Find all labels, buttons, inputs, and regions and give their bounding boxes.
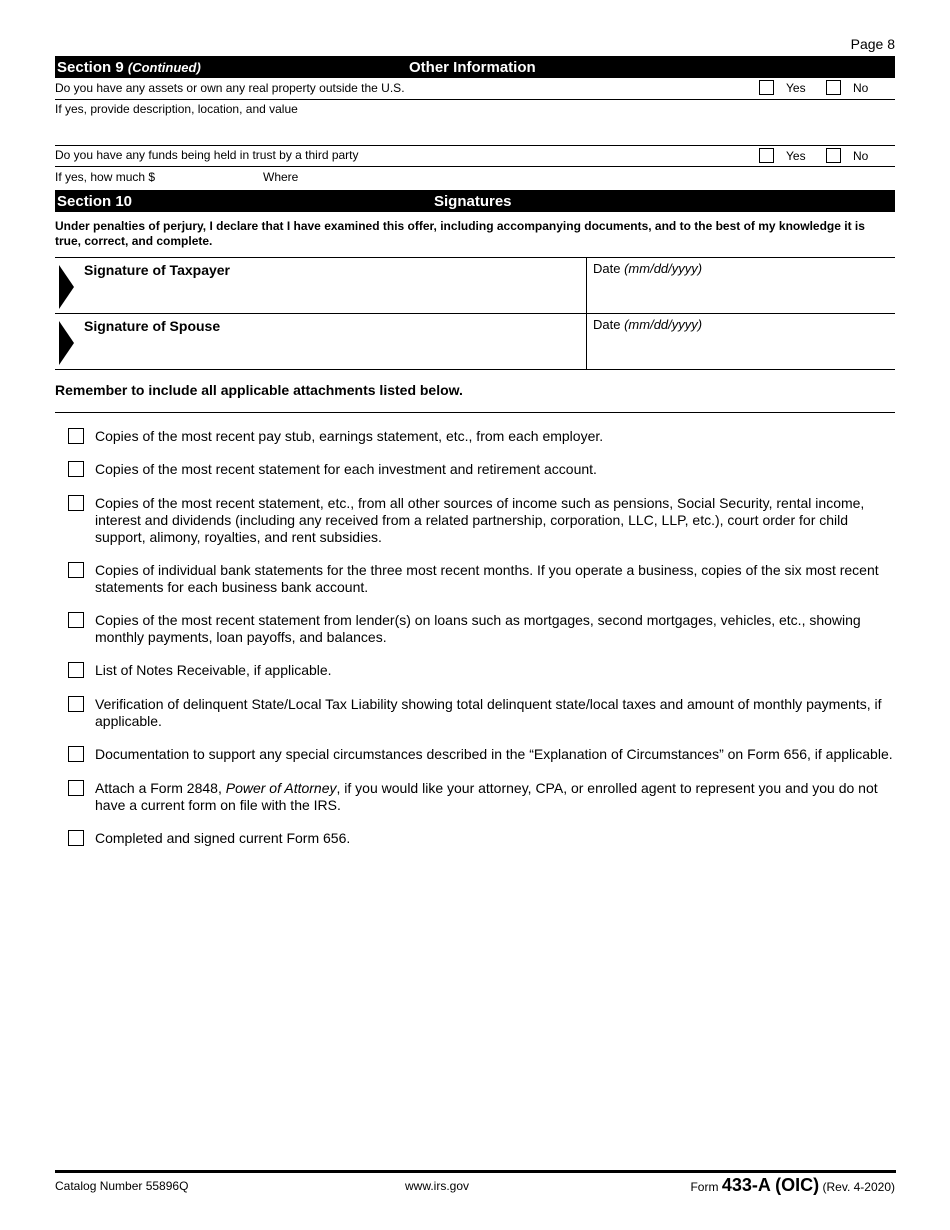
assets-yes-option[interactable] bbox=[759, 80, 806, 95]
attachment-text: List of Notes Receivable, if applicable. bbox=[95, 662, 332, 678]
trust-amount-label: If yes, how much $ bbox=[55, 170, 156, 184]
attachment-checkbox[interactable] bbox=[68, 696, 84, 712]
assets-no-label: No bbox=[853, 80, 869, 95]
attachment-checkbox[interactable] bbox=[68, 562, 84, 578]
taxpayer-signature-row bbox=[55, 257, 895, 313]
attachment-checkbox[interactable] bbox=[68, 428, 84, 444]
divider bbox=[55, 99, 895, 100]
trust-amount-field[interactable] bbox=[165, 168, 255, 186]
page-number: Page 8 bbox=[850, 36, 895, 52]
section-10-header bbox=[55, 190, 895, 212]
attachment-text: Completed and signed current Form 656. bbox=[95, 830, 351, 846]
q-assets-label: Do you have any assets or own any real property outside the U.S. bbox=[55, 81, 405, 95]
attachment-checkbox[interactable] bbox=[68, 495, 84, 511]
spouse-signature-row bbox=[55, 313, 895, 369]
taxpayer-date-field[interactable] bbox=[588, 277, 893, 311]
trust-yes-label: Yes bbox=[786, 148, 806, 163]
spouse-signature-field[interactable] bbox=[80, 313, 585, 369]
attachment-text: Copies of the most recent statement, etc., from all other sources of income such as pensions, Social Security, rental income, interest and dividends (including any received from a related partnership, corporation, LLC, LLP, etc.), court order for child support, alimony, royalties, and rent subsidies. bbox=[95, 495, 865, 545]
divider bbox=[586, 257, 587, 313]
taxpayer-signature-label: Signature of Taxpayer bbox=[84, 262, 231, 278]
footer-divider bbox=[55, 1170, 896, 1173]
attachment-text: Documentation to support any special circumstances described in the “Explanation of Circumstances” on Form 656, if applicable. bbox=[95, 746, 893, 762]
assets-yes-label: Yes bbox=[786, 80, 806, 95]
trust-no-label: No bbox=[853, 148, 869, 163]
section-9-continued: (Continued) bbox=[127, 60, 201, 75]
divider bbox=[55, 166, 895, 167]
website-link[interactable]: www.irs.gov bbox=[405, 1179, 470, 1193]
attachment-checkbox[interactable] bbox=[68, 780, 84, 796]
section-9-heading: Other Information bbox=[409, 59, 536, 76]
trust-where-field[interactable] bbox=[305, 168, 895, 186]
attachment-text: Copies of the most recent pay stub, earnings statement, etc., from each employer. bbox=[95, 428, 604, 444]
assets-no-checkbox[interactable] bbox=[826, 80, 841, 95]
attachment-checkbox[interactable] bbox=[68, 830, 84, 846]
attachment-text: Verification of delinquent State/Local Tax Liability showing total delinquent state/local taxes and amount of monthly payments, if applicable. bbox=[95, 696, 882, 729]
spouse-signature-label: Signature of Spouse bbox=[84, 318, 221, 334]
catalog-number: Catalog Number 55896Q bbox=[55, 1179, 189, 1193]
attachment-text: Copies of the most recent statement for each investment and retirement account. bbox=[95, 461, 597, 477]
trust-no-option[interactable] bbox=[826, 148, 868, 163]
q-trust-label: Do you have any funds being held in trust by a third party bbox=[55, 148, 359, 162]
attachment-text: Copies of the most recent statement from lender(s) on loans such as mortgages, second mortgages, vehicles, etc., showing monthly payments, loan payoffs, and balances. bbox=[95, 612, 861, 645]
taxpayer-signature-field[interactable] bbox=[80, 257, 585, 313]
attachments-reminder: Remember to include all applicable attachments listed below. bbox=[55, 382, 463, 398]
signature-arrow-icon bbox=[59, 321, 74, 365]
divider bbox=[586, 313, 587, 369]
attachment-checkbox[interactable] bbox=[68, 461, 84, 477]
section-9-header bbox=[55, 56, 895, 78]
assets-no-option[interactable] bbox=[826, 80, 868, 95]
perjury-declaration: Under penalties of perjury, I declare that I have examined this offer, including accompanying documents, and to the best of my knowledge it is true, correct, and complete. bbox=[55, 219, 865, 248]
trust-where-label: Where bbox=[263, 170, 299, 184]
divider bbox=[55, 369, 895, 370]
taxpayer-date-label: Date (mm/dd/yyyy) bbox=[593, 261, 703, 276]
attachment-text: Attach a Form 2848, Power of Attorney, if you would like your attorney, CPA, or enrolled agent to represent you and you do not have a current form on file with the IRS. bbox=[95, 780, 878, 813]
trust-yes-option[interactable] bbox=[759, 148, 806, 163]
attachment-checkbox[interactable] bbox=[68, 746, 84, 762]
spouse-date-field[interactable] bbox=[588, 333, 893, 367]
section-10-title: Section 10 bbox=[57, 193, 133, 210]
section-10-heading: Signatures bbox=[434, 193, 512, 210]
trust-yes-checkbox[interactable] bbox=[759, 148, 774, 163]
form-identifier: Form 433-A (OIC) (Rev. 4-2020) bbox=[690, 1175, 895, 1195]
spouse-date-label: Date (mm/dd/yyyy) bbox=[593, 317, 703, 332]
section-9-title: Section 9 bbox=[57, 59, 124, 76]
trust-no-checkbox[interactable] bbox=[826, 148, 841, 163]
attachment-checkbox[interactable] bbox=[68, 612, 84, 628]
divider bbox=[55, 412, 895, 413]
q-assets-detail-label: If yes, provide description, location, and value bbox=[55, 102, 298, 116]
attachment-text: Copies of individual bank statements for the three most recent months. If you operate a business, copies of the six most recent statements for each business bank account. bbox=[95, 562, 879, 595]
assets-detail-field[interactable] bbox=[55, 116, 895, 144]
signature-arrow-icon bbox=[59, 265, 74, 309]
assets-yes-checkbox[interactable] bbox=[759, 80, 774, 95]
attachment-checkbox[interactable] bbox=[68, 662, 84, 678]
divider bbox=[55, 145, 895, 146]
